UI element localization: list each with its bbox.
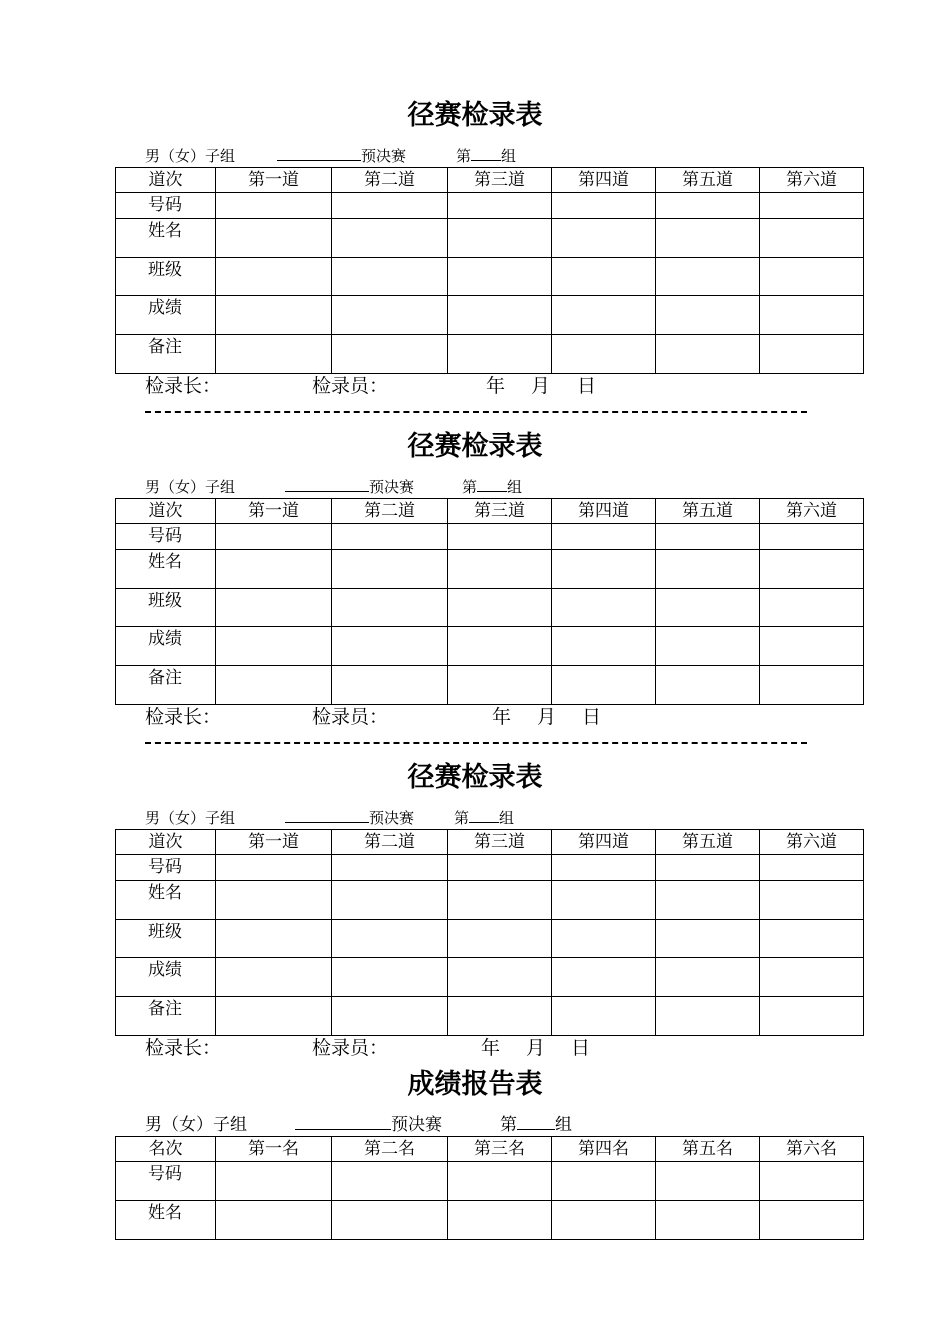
group-label: 男（女）子组 (145, 478, 236, 496)
row-label: 班级 (116, 920, 216, 958)
row-label: 姓名 (116, 881, 216, 920)
entry-cell[interactable] (216, 589, 332, 627)
entry-cell[interactable] (216, 296, 332, 335)
entry-cell[interactable] (448, 589, 552, 627)
table-row (116, 258, 864, 296)
entry-cell[interactable] (448, 666, 552, 705)
entry-cell[interactable] (760, 1201, 864, 1240)
entry-cell[interactable] (760, 881, 864, 920)
row-label: 备注 (116, 997, 216, 1036)
header-cell: 第六道 (760, 168, 864, 193)
table-row (116, 627, 864, 666)
entry-cell[interactable] (656, 296, 760, 335)
entry-cell[interactable] (216, 219, 332, 258)
entry-cell[interactable] (760, 627, 864, 666)
entry-cell[interactable] (216, 1162, 332, 1201)
entry-cell[interactable] (332, 524, 448, 550)
clerk-label: 检录员： (312, 1037, 389, 1059)
entry-cell[interactable] (760, 550, 864, 589)
row-label: 成绩 (116, 627, 216, 666)
table-row (116, 550, 864, 589)
entry-cell[interactable] (552, 550, 656, 589)
day-label: 日 (571, 1037, 591, 1059)
heat-suffix: 组 (499, 809, 515, 827)
entry-cell[interactable] (760, 589, 864, 627)
header-cell: 第二道 (332, 499, 448, 524)
entry-cell[interactable] (552, 524, 656, 550)
entry-cell[interactable] (656, 524, 760, 550)
entry-cell[interactable] (552, 666, 656, 705)
form-2-subtitle (145, 477, 522, 496)
entry-cell[interactable] (216, 958, 332, 997)
header-cell: 道次 (116, 499, 216, 524)
entry-cell[interactable] (448, 296, 552, 335)
entry-cell[interactable] (656, 1201, 760, 1240)
entry-cell[interactable] (552, 855, 656, 881)
clerk-label: 检录员： (312, 375, 389, 397)
row-label: 号码 (116, 193, 216, 219)
chief-label: 检录长： (145, 1037, 222, 1059)
cut-line (145, 411, 807, 413)
entry-cell[interactable] (552, 627, 656, 666)
header-cell: 第六道 (760, 499, 864, 524)
header-cell: 第二名 (332, 1137, 448, 1162)
entry-cell[interactable] (760, 335, 864, 374)
report-subtitle (145, 1113, 572, 1135)
entry-cell[interactable] (216, 881, 332, 920)
event-blank (277, 146, 361, 161)
entry-cell[interactable] (656, 550, 760, 589)
entry-cell[interactable] (760, 666, 864, 705)
heat-blank (471, 146, 501, 161)
entry-cell[interactable] (216, 258, 332, 296)
entry-cell[interactable] (760, 524, 864, 550)
form-3-table (115, 829, 864, 1036)
entry-cell[interactable] (656, 258, 760, 296)
entry-cell[interactable] (656, 335, 760, 374)
entry-cell[interactable] (332, 997, 448, 1036)
entry-cell[interactable] (216, 193, 332, 219)
header-cell: 第三名 (448, 1137, 552, 1162)
event-label: 预决赛 (369, 809, 415, 827)
entry-cell[interactable] (760, 296, 864, 335)
header-cell: 第五道 (656, 830, 760, 855)
entry-cell[interactable] (448, 524, 552, 550)
entry-cell[interactable] (552, 219, 656, 258)
entry-cell[interactable] (332, 666, 448, 705)
entry-cell[interactable] (656, 589, 760, 627)
entry-cell[interactable] (552, 997, 656, 1036)
year-label: 年 (486, 375, 506, 397)
form-1-subtitle (145, 146, 516, 165)
header-cell: 名次 (116, 1137, 216, 1162)
entry-cell[interactable] (656, 881, 760, 920)
entry-cell[interactable] (448, 855, 552, 881)
entry-cell[interactable] (448, 1162, 552, 1201)
event-blank (295, 1113, 391, 1130)
entry-cell[interactable] (760, 193, 864, 219)
entry-cell[interactable] (448, 335, 552, 374)
chief-label: 检录长： (145, 706, 222, 728)
table-row (116, 335, 864, 374)
form-1-title: 径赛检录表 (407, 100, 543, 131)
entry-cell[interactable] (760, 258, 864, 296)
entry-cell[interactable] (332, 589, 448, 627)
table-row (116, 920, 864, 958)
table-row (116, 296, 864, 335)
entry-cell[interactable] (332, 258, 448, 296)
header-cell: 道次 (116, 830, 216, 855)
row-label: 成绩 (116, 958, 216, 997)
table-row (116, 666, 864, 705)
table-row (116, 193, 864, 219)
entry-cell[interactable] (332, 296, 448, 335)
entry-cell[interactable] (552, 296, 656, 335)
entry-cell[interactable] (332, 193, 448, 219)
entry-cell[interactable] (552, 335, 656, 374)
entry-cell[interactable] (656, 1162, 760, 1201)
header-cell: 第一道 (216, 168, 332, 193)
day-label: 日 (577, 375, 597, 397)
row-label: 姓名 (116, 550, 216, 589)
entry-cell[interactable] (216, 920, 332, 958)
header-cell: 第六名 (760, 1137, 864, 1162)
entry-cell[interactable] (332, 627, 448, 666)
month-label: 月 (526, 1037, 546, 1059)
event-label: 预决赛 (369, 478, 415, 496)
entry-cell[interactable] (760, 219, 864, 258)
header-cell: 第三道 (448, 830, 552, 855)
row-label: 号码 (116, 855, 216, 881)
entry-cell[interactable] (448, 881, 552, 920)
form-1-table (115, 167, 864, 374)
entry-cell[interactable] (332, 335, 448, 374)
header-cell: 第五名 (656, 1137, 760, 1162)
entry-cell[interactable] (656, 627, 760, 666)
table-row (116, 219, 864, 258)
entry-cell[interactable] (216, 855, 332, 881)
header-cell: 第一道 (216, 830, 332, 855)
month-label: 月 (531, 375, 551, 397)
entry-cell[interactable] (760, 997, 864, 1036)
entry-cell[interactable] (216, 524, 332, 550)
entry-cell[interactable] (448, 920, 552, 958)
entry-cell[interactable] (332, 958, 448, 997)
group-label: 男（女）子组 (145, 147, 236, 165)
entry-cell[interactable] (332, 855, 448, 881)
entry-cell[interactable] (552, 1162, 656, 1201)
row-label: 号码 (116, 1162, 216, 1201)
chief-label: 检录长： (145, 375, 222, 397)
table-header-row (116, 499, 864, 524)
row-label: 姓名 (116, 1201, 216, 1240)
header-cell: 道次 (116, 168, 216, 193)
entry-cell[interactable] (552, 258, 656, 296)
entry-cell[interactable] (448, 997, 552, 1036)
entry-cell[interactable] (552, 1201, 656, 1240)
entry-cell[interactable] (448, 627, 552, 666)
day-label: 日 (582, 706, 602, 728)
event-blank (285, 477, 369, 492)
table-header-row (116, 830, 864, 855)
entry-cell[interactable] (552, 589, 656, 627)
group-label: 男（女）子组 (145, 1115, 247, 1135)
header-cell: 第四名 (552, 1137, 656, 1162)
heat-blank (469, 808, 499, 823)
row-label: 班级 (116, 258, 216, 296)
entry-cell[interactable] (332, 1201, 448, 1240)
entry-cell[interactable] (448, 1201, 552, 1240)
event-blank (285, 808, 369, 823)
entry-cell[interactable] (216, 1201, 332, 1240)
entry-cell[interactable] (656, 666, 760, 705)
entry-cell[interactable] (760, 920, 864, 958)
entry-cell[interactable] (656, 855, 760, 881)
row-label: 成绩 (116, 296, 216, 335)
heat-blank (517, 1113, 555, 1130)
entry-cell[interactable] (552, 881, 656, 920)
entry-cell[interactable] (332, 920, 448, 958)
form-3-title: 径赛检录表 (407, 762, 543, 793)
header-cell: 第四道 (552, 168, 656, 193)
header-cell: 第五道 (656, 499, 760, 524)
entry-cell[interactable] (216, 666, 332, 705)
header-cell: 第三道 (448, 168, 552, 193)
entry-cell[interactable] (552, 920, 656, 958)
form-2-title: 径赛检录表 (407, 431, 543, 462)
row-label: 备注 (116, 666, 216, 705)
table-row (116, 855, 864, 881)
entry-cell[interactable] (552, 193, 656, 219)
entry-cell[interactable] (760, 855, 864, 881)
table-row (116, 881, 864, 920)
header-cell: 第一名 (216, 1137, 332, 1162)
entry-cell[interactable] (656, 219, 760, 258)
header-cell: 第二道 (332, 830, 448, 855)
entry-cell[interactable] (216, 627, 332, 666)
entry-cell[interactable] (656, 920, 760, 958)
entry-cell[interactable] (448, 258, 552, 296)
header-cell: 第五道 (656, 168, 760, 193)
entry-cell[interactable] (448, 958, 552, 997)
heat-prefix: 第 (462, 478, 478, 496)
entry-cell[interactable] (656, 958, 760, 997)
row-label: 姓名 (116, 219, 216, 258)
cut-line (145, 742, 807, 744)
heat-suffix: 组 (501, 147, 517, 165)
entry-cell[interactable] (448, 550, 552, 589)
table-row (116, 1162, 864, 1201)
form-3-subtitle (145, 808, 514, 827)
month-label: 月 (537, 706, 557, 728)
entry-cell[interactable] (448, 219, 552, 258)
header-cell: 第六道 (760, 830, 864, 855)
row-label: 号码 (116, 524, 216, 550)
table-row (116, 997, 864, 1036)
header-cell: 第四道 (552, 499, 656, 524)
table-header-row (116, 168, 864, 193)
entry-cell[interactable] (760, 958, 864, 997)
entry-cell[interactable] (552, 958, 656, 997)
table-row (116, 958, 864, 997)
event-label: 预决赛 (391, 1115, 442, 1135)
header-cell: 第一道 (216, 499, 332, 524)
entry-cell[interactable] (216, 997, 332, 1036)
heat-prefix: 第 (500, 1115, 517, 1135)
event-label: 预决赛 (361, 147, 407, 165)
entry-cell[interactable] (216, 550, 332, 589)
heat-suffix: 组 (555, 1115, 572, 1135)
heat-prefix: 第 (454, 809, 470, 827)
entry-cell[interactable] (656, 997, 760, 1036)
heat-prefix: 第 (456, 147, 472, 165)
table-row (116, 589, 864, 627)
report-table (115, 1136, 864, 1240)
entry-cell[interactable] (332, 881, 448, 920)
header-cell: 第三道 (448, 499, 552, 524)
row-label: 备注 (116, 335, 216, 374)
entry-cell[interactable] (656, 193, 760, 219)
entry-cell[interactable] (760, 1162, 864, 1201)
table-header-row (116, 1137, 864, 1162)
entry-cell[interactable] (332, 550, 448, 589)
heat-suffix: 组 (507, 478, 523, 496)
table-row (116, 524, 864, 550)
row-label: 班级 (116, 589, 216, 627)
clerk-label: 检录员： (312, 706, 389, 728)
entry-cell[interactable] (332, 1162, 448, 1201)
heat-blank (477, 477, 507, 492)
header-cell: 第四道 (552, 830, 656, 855)
year-label: 年 (492, 706, 512, 728)
entry-cell[interactable] (448, 193, 552, 219)
table-row (116, 1201, 864, 1240)
group-label: 男（女）子组 (145, 809, 236, 827)
entry-cell[interactable] (216, 335, 332, 374)
entry-cell[interactable] (332, 219, 448, 258)
form-2-table (115, 498, 864, 705)
header-cell: 第二道 (332, 168, 448, 193)
report-title: 成绩报告表 (407, 1069, 543, 1100)
year-label: 年 (481, 1037, 501, 1059)
